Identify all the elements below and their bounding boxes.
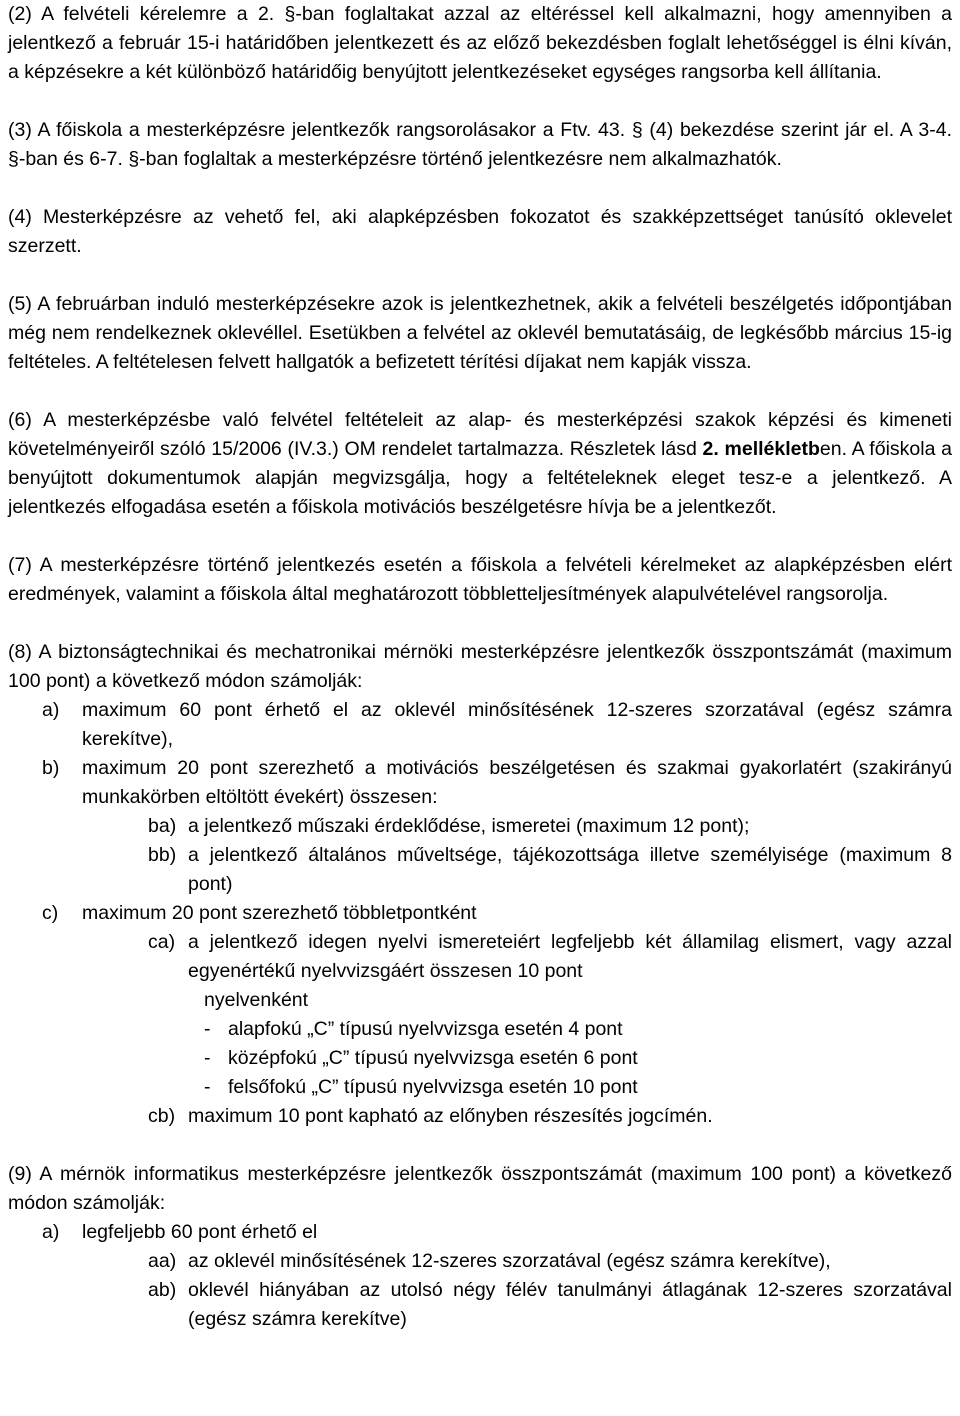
dash-item-intermediate: - középfokú „C” típusú nyelvvizsga esetén 6 pont xyxy=(204,1047,638,1069)
list-item-8ca-note: nyelvenként xyxy=(204,989,309,1011)
paragraph-6 xyxy=(8,406,952,522)
dash-item-basic: - alapfokú „C” típusú nyelvvizsga esetén 4 pont xyxy=(204,1018,623,1040)
paragraph-7: (7) A mesterképzésre történő jelentkezés esetén a főiskola a felvételi kérelmeket az alapképzésben elért eredmények, valamint a főiskola által meghatározott többletteljesítmények alapulvételével rangsorolja. xyxy=(8,554,952,605)
list-item-9ab: ab) oklevél hiányában az utolsó négy félév tanulmányi átlagának 12-szeres szorzatával (egész számra kerekítve) xyxy=(148,1279,952,1330)
paragraph-5: (5) A februárban induló mesterképzésekre azok is jelentkezhetnek, akik a felvételi beszélgetés időpontjában még nem rendelkeznek oklevéllel. Esetükben a felvétel az oklevél bemutatásáig, de legkésőbb március 15-ig feltételes. A feltételesen felvett hallgatók a befizetett térítési díjakat nem kapják vissza. xyxy=(8,293,952,373)
list-item-8cb: cb) maximum 10 pont kapható az előnyben részesítés jogcímén. xyxy=(148,1105,713,1127)
list-item-9aa: aa) az oklevél minősítésének 12-szeres szorzatával (egész számra kerekítve), xyxy=(148,1250,831,1272)
list-item-8a: a) maximum 60 pont érhető el az oklevél minősítésének 12-szeres szorzatával (egész számra kerekítve), xyxy=(42,699,952,750)
list-item-8bb: bb) a jelentkező általános műveltsége, tájékozottsága illetve személyisége (maximum 8 pont) xyxy=(148,844,952,895)
annex-reference: 2. mellékletb xyxy=(702,438,820,460)
paragraph-2: (2) A felvételi kérelemre a 2. §-ban foglaltakat azzal az eltéréssel kell alkalmazni, hogy amennyiben a jelentkező a február 15-i határidőben jelentkezett és az előző bekezdésben foglalt lehetőséggel is élni kíván, a képzésekre a két különböző határidőig benyújtott jelentkezéseket egységes rangsorba kell állítania. xyxy=(8,3,952,83)
list-item-8ba: ba) a jelentkező műszaki érdeklődése, ismeretei (maximum 12 pont); xyxy=(148,815,750,837)
dash-item-advanced: - felsőfokú „C” típusú nyelvvizsga esetén 10 pont xyxy=(204,1076,638,1098)
paragraph-4: (4) Mesterképzésre az vehető fel, aki alapképzésben fokozatot és szakképzettséget tanúsító oklevelet szerzett. xyxy=(8,206,952,257)
paragraph-3: (3) A főiskola a mesterképzésre jelentkezők rangsorolásakor a Ftv. 43. § (4) bekezdése szerint jár el. A 3-4. §-ban és 6-7. §-ban foglaltak a mesterképzésre történő jelentkezésre nem alkalmazhatók. xyxy=(8,119,952,170)
list-item-8b: b) maximum 20 pont szerezhető a motivációs beszélgetésen és szakmai gyakorlatért (szakirányú munkakörben eltöltött évekért) összesen: xyxy=(42,757,952,808)
list-item-8c: c) maximum 20 pont szerezhető többletpontként xyxy=(42,902,477,924)
paragraph-9: (9) A mérnök informatikus mesterképzésre jelentkezők összpontszámát (maximum 100 pont) a következő módon számolják: xyxy=(8,1163,952,1214)
paragraph-6-text-b: en. A főiskola a benyújtott dokumentumok alapján megvizsgálja, hogy a feltételeknek eleget tesz-e a jelentkező. A jelentkezés elfogadása esetén a főiskola motivációs beszélgetésre hívja be a jelentkezőt. xyxy=(8,438,952,518)
list-item-9a: a) legfeljebb 60 pont érhető el xyxy=(42,1221,318,1243)
list-item-8ca: ca) a jelentkező idegen nyelvi ismereteiért legfeljebb két államilag elismert, vagy azzal egyenértékű nyelvvizsgáért összesen 10 pont xyxy=(148,931,952,982)
paragraph-6-text-a: (6) A mesterképzésbe való felvétel feltételeit az alap- és mesterképzési szakok képzési és kimeneti követelményeiről szóló 15/2006 (IV.3.) OM rendelet tartalmazza. Részletek lásd xyxy=(8,409,952,460)
paragraph-8: (8) A biztonságtechnikai és mechatronikai mérnöki mesterképzésre jelentkezők összpontszámát (maximum 100 pont) a következő módon számolják: xyxy=(8,641,952,692)
